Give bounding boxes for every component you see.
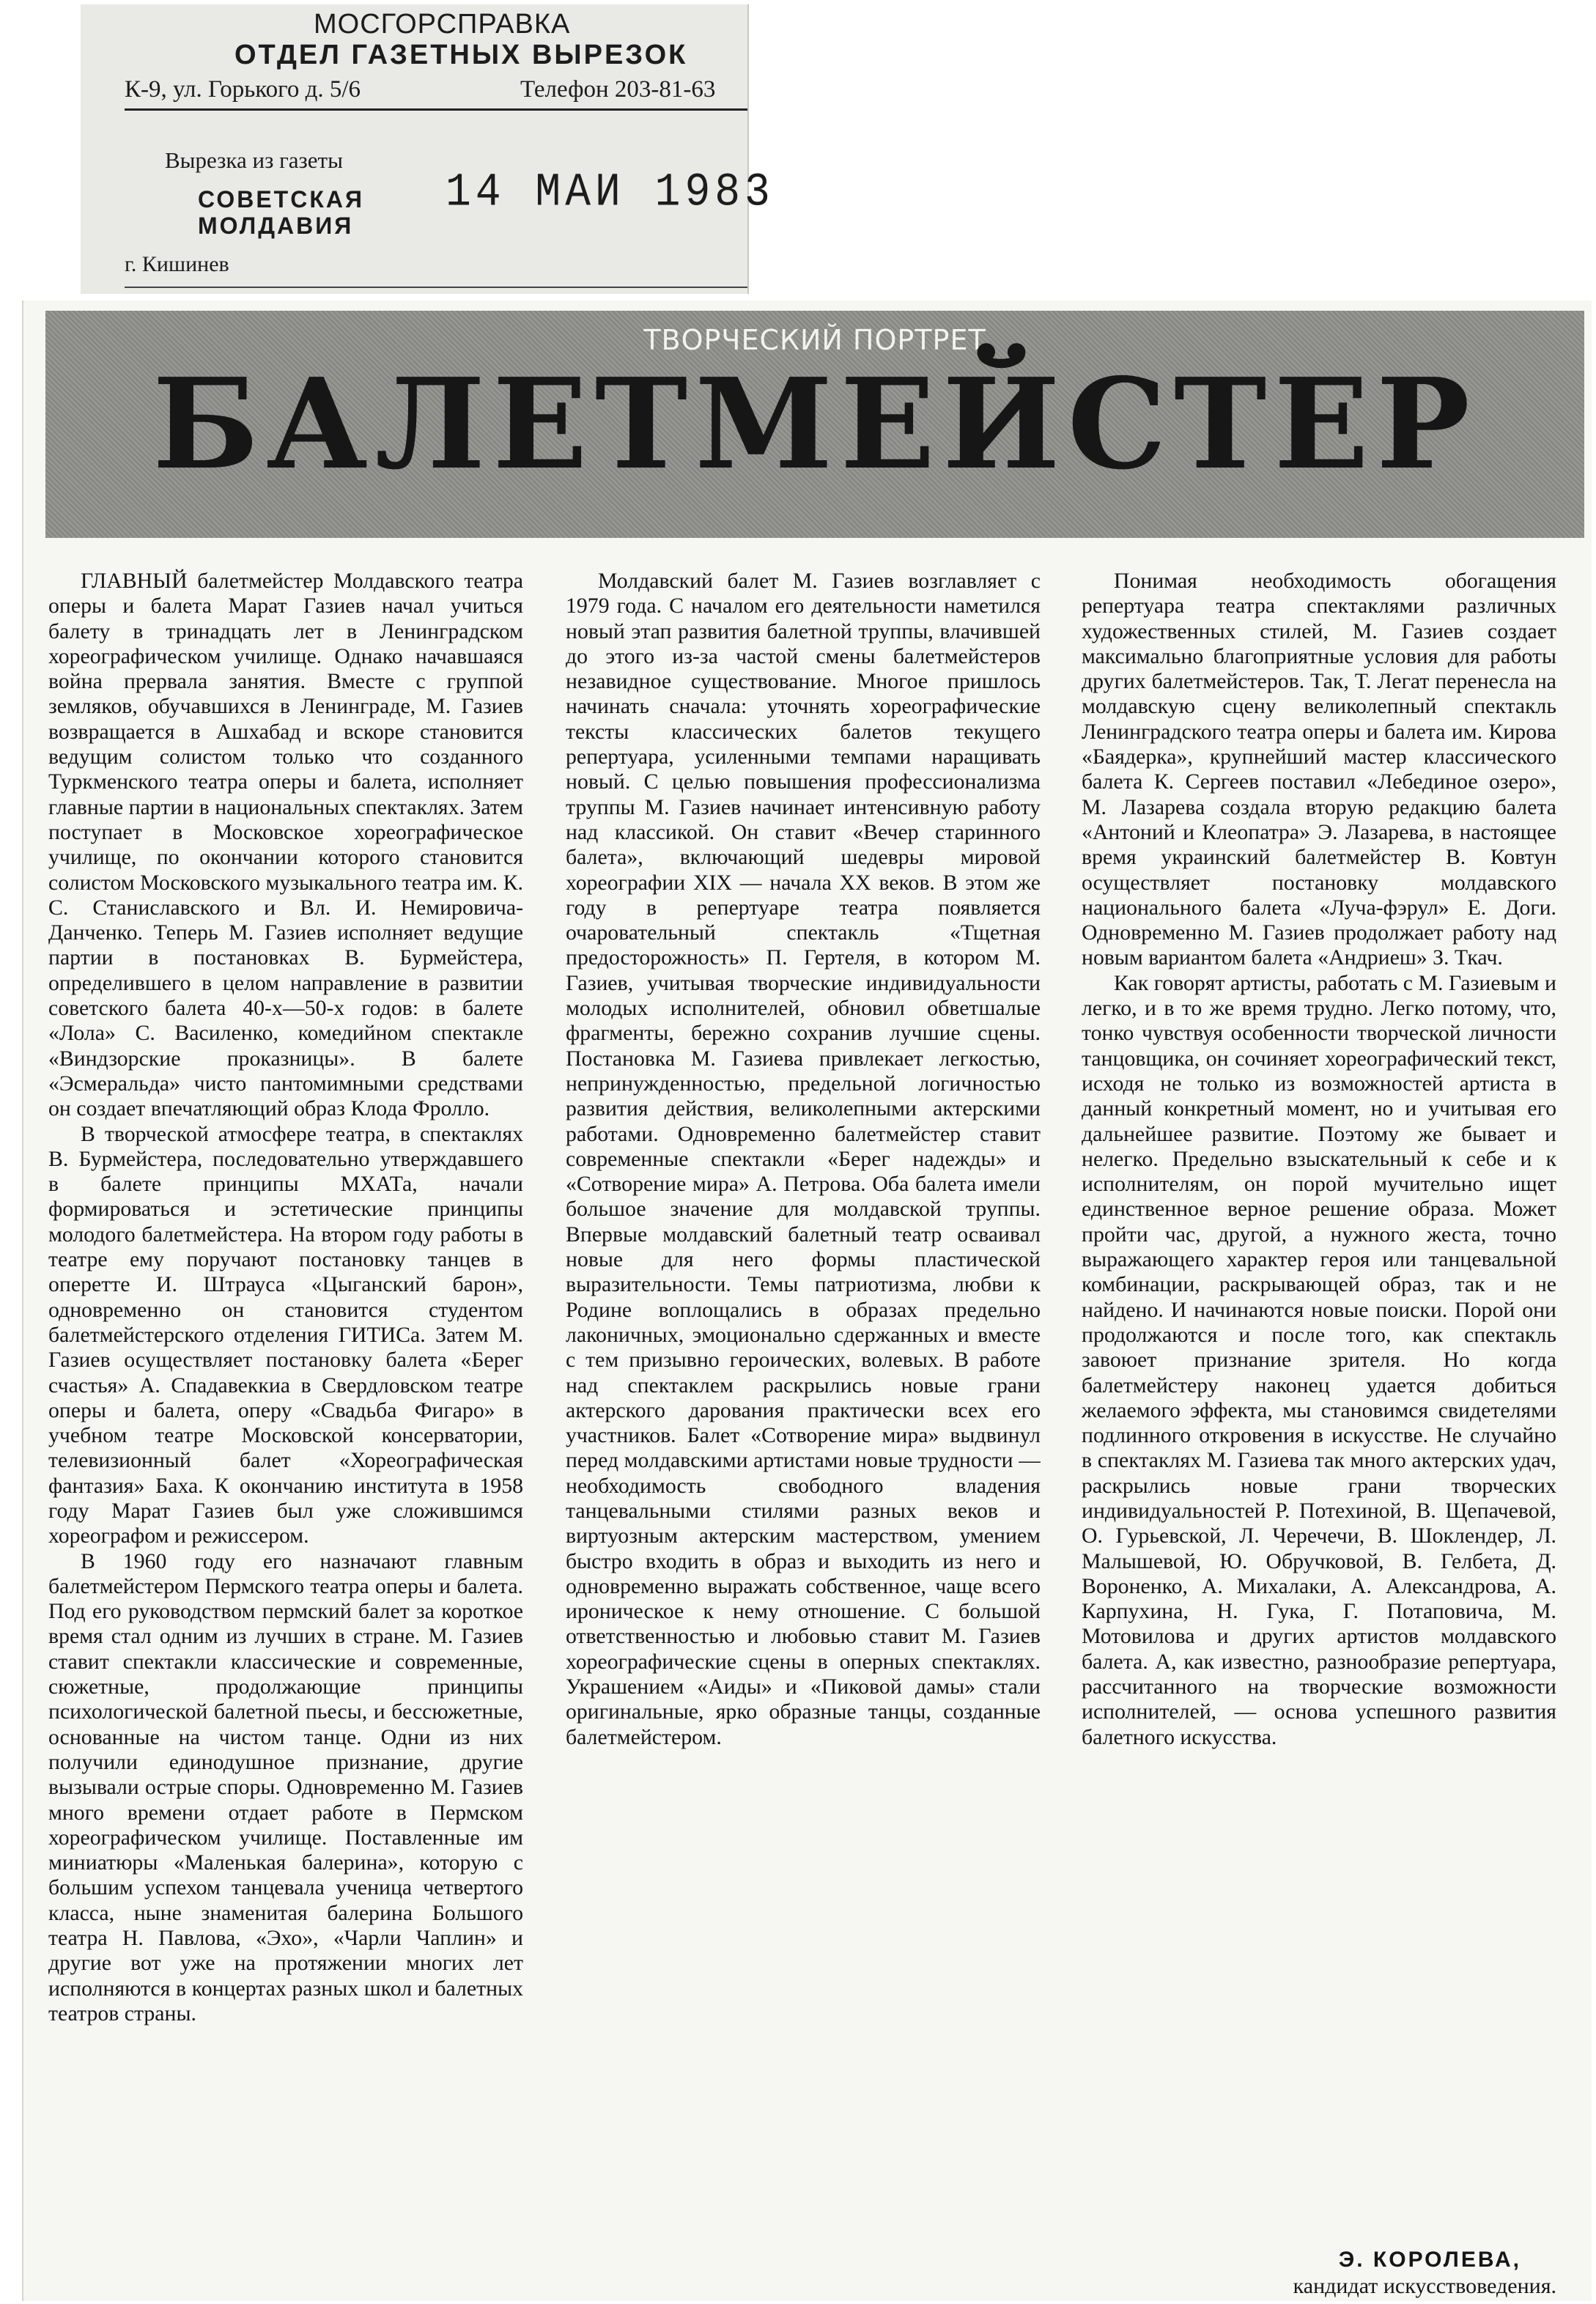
article-headline: БАЛЕТМЕЙСТЕР xyxy=(152,351,1477,498)
paragraph: Понимая необходимость обогащения репертуара театра спектаклями различных художественных стилей, М. Газиев создает максимально благоприятные условия для работы других балетмейстеров. Так, Т. Легат перенесла на молдавскую сцену великолепный спектакль Ленинградского театра оперы и балета им. Кирова «Баядерка», крупнейший мастер классического балета К. Сергеев поставил «Лебединое озеро», М. Лазарева создала вторую редакцию балета «Антоний и Клеопатра» Э. Лазарева, в настоящее время украинский балетмейстер В. Ковтун осуществляет постановку молдавского национального балета «Луча-фэрул» Е. Доги. Одновременно М. Газиев продолжает работу над новым вариантом балета «Андриеш» З. Ткач. xyxy=(1082,569,1556,970)
paragraph: ГЛАВНЫЙ балетмейстер Молдавского театра оперы и балета Марат Газиев начал учиться балету в тринадцать лет в Ленинградском хореографическом училище. Однако начавшаяся война прервала занятия. Вместе с группой земляков, обучавшихся в Ленинграде, М. Газиев возвращается в Ашхабад и вскоре становится ведущим солистом только что созданного Туркменского театра оперы и балета, исполняет главные партии в национальных спектаклях. Затем поступает в Московское хореографическое училище, по окончании которого становится солистом Московского музыкального театра им. К. С. Станиславского и Вл. И. Немировича-Данченко. Теперь М. Газиев исполняет ведущие партии в постановках В. Бурмейстера, определившего в целом направление в развитии советского балета 40-х—50-х годов: в балете «Лола» С. Василенко, комедийном спектакле «Виндзорские проказницы». В балете «Эсмеральда» чисто пантомимными средствами он создает впечатляющий образ Клода Фролло. xyxy=(48,569,523,1121)
article-rubric: ТВОРЧЕСКИЙ ПОРТРЕТ xyxy=(643,324,986,356)
stamp-cutting-label: Вырезка из газеты xyxy=(165,147,343,173)
newspaper-article xyxy=(22,300,1592,2301)
stamp-phone: Телефон 203-81-63 xyxy=(520,76,716,103)
text-column-3 xyxy=(1082,569,1556,2247)
author-name: Э. КОРОЛЕВА, xyxy=(1338,2248,1521,2272)
stamp-city: г. Кишинев xyxy=(125,252,229,276)
paragraph: В творческой атмосфере театра, в спектаклях В. Бурмейстера, последовательно утверждавшего в балете принципы МХАТа, начали формироваться и эстетические принципы молодого балетмейстера. На втором году работы в театре ему поручают постановку танцев в оперетте И. Штрауса «Цыганский барон», одновременно он становится студентом балетмейстерского отделения ГИТИСа. Затем М. Газиев осуществляет постановку балета «Берег счастья» А. Спадавеккиа в Свердловском театре оперы и балета, оперу «Свадьба Фигаро» в учебном театре Московской консерватории, телевизионный балет «Хореографическая фантазия» Баха. К окончанию института в 1958 году Марат Газиев был уже сложившимся хореографом и режиссером. xyxy=(48,1121,523,1548)
article-body xyxy=(48,569,1596,2298)
stamp-organization: МОСГОРСПРАВКА xyxy=(314,9,571,40)
stamp-address: К-9, ул. Горького д. 5/6 xyxy=(125,76,361,103)
paragraph: Молдавский балет М. Газиев возглавляет с 1979 года. С началом его деятельности наметился новый этап развития балетной труппы, влачившей до этого из-за частой смены балетмейстеров незавидное существование. Многое пришлось начинать сначала: уточнять хореографические тексты классических балетов текущего репертуара, усиленными темпами наращивать новый. С целью повышения профессионализма труппы М. Газиев начинает интенсивную работу над классикой. Он ставит «Вечер старинного балета», включающий шедевры мировой хореографии XIX — начала XX веков. В этом же году в репертуаре театра появляется очаровательный спектакль «Тщетная предосторожность» П. Гертеля, в котором М. Газиев, учитывая творческие индивидуальности молодых исполнителей, обновил обветшалые фрагменты, бережно сохранив лучшие сцены. Постановка М. Газиева привлекает легкостью, непринужденностью, предельной логичностью развития действия, великолепными актерскими работами. Одновременно балетмейстер ставит современные спектакли «Берег надежды» и «Сотворение мира» А. Петрова. Оба балета имели большое значение для молдавской труппы. Впервые молдавский балетный театр осваивал новые для него формы пластической выразительности. Темы патриотизма, любви к Родине воплощались в образах предельно лаконичных, эмоционально сдержанных и вместе с тем призывно героических, волевых. В работе над спектаклем раскрылись новые грани актерского дарования практически всех его участников. Балет «Сотворение мира» выдвинул перед молдавскими артистами новые трудности — необходимость свободного владения танцевальными стилями разных веков и виртуозным актерским мастерством, умением быстро входить в образ и выходить из него и одновременно выражать собственное, чаще всего ироническое к нему отношение. С большой ответственностью и любовью ставит М. Газиев хореографические сцены в оперных спектаклях. Украшением «Аиды» и «Пиковой дамы» стали оригинальные, ярко образные танцы, созданные балетмейстером. xyxy=(566,569,1041,1749)
paragraph: В 1960 году его назначают главным балетмейстером Пермского театра оперы и балета. Под его руководством пермский балет за короткое время стал одним из лучших в стране. М. Газиев ставит спектакли классические и современные, сюжетные, продолжающие принципы психологической балетной пьесы, и бессюжетные, основанные на чистом танце. Одни из них получили единодушное признание, другие вызывали острые споры. Одновременно М. Газиев много времени отдает работе в Пермском хореографическом училище. Поставленные им миниатюры «Маленькая балерина», которую с большим успехом танцевала ученица четвертого класса, ныне знаменитая балерина Большого театра Н. Павлова, «Эхо», «Чарли Чаплин» и другие вот уже на протяжении многих лет исполняются в концертах разных школ и балетных театров страны. xyxy=(48,1548,523,2026)
text-column-1 xyxy=(48,569,523,2247)
stamp-date: 14 МАИ 1983 xyxy=(446,166,775,220)
author-signature xyxy=(1082,2247,1556,2300)
stamp-department: ОТДЕЛ ГАЗЕТНЫХ ВЫРЕЗОК xyxy=(234,40,688,70)
clipping-service-stamp xyxy=(81,4,775,294)
text-column-2 xyxy=(566,569,1041,2247)
paragraph: Как говорят артисты, работать с М. Газиевым и легко, и в то же время трудно. Легко потому, что, тонко чувствуя особенности творческой личности танцовщика, он сочиняет хореографический текст, исходя не только из возможностей артиста в данный конкретный момент, но и учитывая его дальнейшее развитие. Поэтому же бывает и нелегко. Предельно взыскательный к себе и к исполнителям, он порой мучительно ищет единственное верное решение образа. Может пройти час, другой, а нужного жеста, точно выражающего характер героя или танцевальной комбинации, раскрывающей образ, так и не найдено. И начинаются новые поиски. Порой они продолжаются и после того, как спектакль завоюет признание зрителя. Но когда балетмейстеру наконец удается добиться желаемого эффекта, мы становимся свидетелями подлинного откровения в искусстве. Не случайно в спектаклях М. Газиева так много актерских удач, раскрылись новые грани творческих индивидуальностей Р. Потехиной, В. Щепачевой, О. Гурьевской, Л. Черечечи, В. Шоклендер, Л. Малышевой, Ю. Обручковой, В. Гелбета, Д. Вороненко, А. Михалаки, А. Александрова, А. Карпухина, Н. Гука, Г. Потаповича, М. Мотовилова и других артистов молдавского балета. А, как известно, разнообразие репертуара, рассчитанного на творческие возможности исполнителей, — основа успешного развития балетного искусства. xyxy=(1082,970,1556,1749)
stamp-newspaper-name-line1: СОВЕТСКАЯ xyxy=(198,186,364,213)
stamp-newspaper-name-line2: МОЛДАВИЯ xyxy=(198,213,354,239)
stamp-bottom-rule xyxy=(125,287,747,288)
stamp-divider xyxy=(125,108,747,111)
headline-banner xyxy=(45,311,1584,538)
author-title: кандидат искусствоведения. xyxy=(1293,2274,1556,2298)
